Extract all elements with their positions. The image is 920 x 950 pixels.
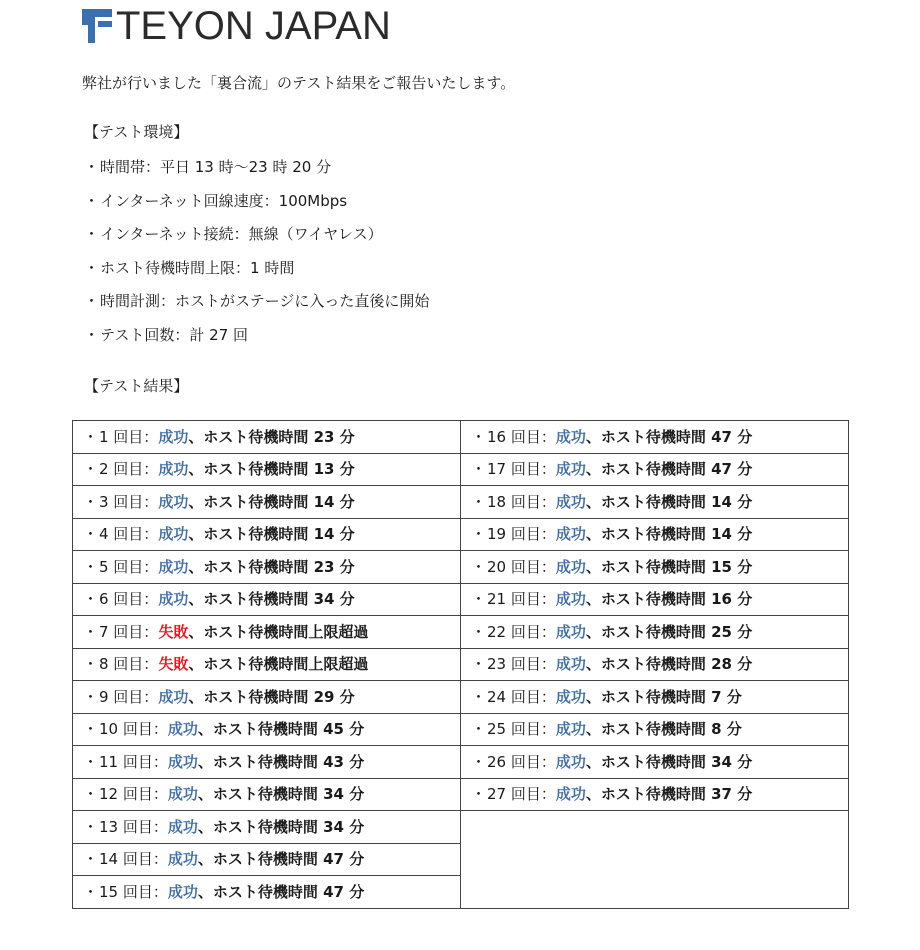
result-label: 14 回目： <box>99 850 168 869</box>
company-logo <box>82 6 391 46</box>
bullet: ・ <box>83 427 99 446</box>
result-status: 失敗 <box>158 622 189 641</box>
result-status: 成功 <box>167 850 198 869</box>
result-status: 成功 <box>555 492 586 511</box>
result-cell <box>461 681 849 714</box>
env-list <box>84 156 429 357</box>
result-detail: 、ホスト待機時間 <box>585 492 712 511</box>
result-status: 成功 <box>167 817 198 836</box>
result-detail: 、ホスト待機時間 <box>188 557 314 576</box>
result-label: 6 回目： <box>99 590 159 609</box>
result-status: 成功 <box>555 460 586 479</box>
env-item <box>84 290 429 324</box>
bullet: ・ <box>83 882 99 901</box>
result-value: 43 分 <box>323 752 365 771</box>
result-label: 21 回目： <box>487 590 556 609</box>
result-label: 22 回目： <box>487 622 556 641</box>
result-detail: 、ホスト待機時間 <box>197 817 324 836</box>
result-cell <box>461 778 849 811</box>
result-cell <box>73 616 461 649</box>
result-detail: 、ホスト待機時間 <box>197 720 324 739</box>
bullet: ・ <box>471 622 487 641</box>
result-value: 13 分 <box>313 460 355 479</box>
result-cell <box>461 616 849 649</box>
result-label: 17 回目： <box>487 460 556 479</box>
result-label: 1 回目： <box>99 427 159 446</box>
result-label: 2 回目： <box>99 460 159 479</box>
env-item-text: テスト回数：計 27 回 <box>100 325 249 344</box>
result-label: 4 回目： <box>99 525 159 544</box>
table-row <box>73 616 849 649</box>
result-label: 16 回目： <box>487 427 556 446</box>
result-cell <box>73 778 461 811</box>
env-item <box>84 223 429 257</box>
result-cell <box>73 421 461 454</box>
bullet: ・ <box>83 687 99 706</box>
bullet: ・ <box>83 752 99 771</box>
bullet: ・ <box>471 460 487 479</box>
bullet: ・ <box>471 525 487 544</box>
result-label: 19 回目： <box>487 525 556 544</box>
result-label: 5 回目： <box>99 557 159 576</box>
table-row <box>73 551 849 584</box>
result-status: 成功 <box>555 590 586 609</box>
bullet: ・ <box>84 258 100 277</box>
result-value: 29 分 <box>313 687 355 706</box>
result-cell <box>73 746 461 779</box>
result-value: 47 分 <box>711 427 753 446</box>
result-status: 成功 <box>158 460 189 479</box>
result-cell <box>73 876 461 909</box>
table-row <box>73 746 849 779</box>
result-label: 7 回目： <box>99 622 159 641</box>
env-item-text: ホスト待機時間上限：1 時間 <box>100 258 295 277</box>
results-table <box>72 420 849 909</box>
result-value: 14 分 <box>711 525 753 544</box>
result-detail: 、ホスト待機時間 <box>585 785 712 804</box>
result-label: 20 回目： <box>487 557 556 576</box>
result-label: 11 回目： <box>99 752 168 771</box>
result-cell <box>461 486 849 519</box>
env-item-text: 時間計測：ホストがステージに入った直後に開始 <box>100 292 430 310</box>
result-cell <box>461 648 849 681</box>
result-value: 8 分 <box>711 720 742 739</box>
result-value: 15 分 <box>711 557 753 576</box>
result-value: 14 分 <box>313 525 355 544</box>
result-detail: 、ホスト待機時間 <box>188 590 314 609</box>
env-item-text: 時間帯：平日 13 時～23 時 20 分 <box>100 158 332 176</box>
result-value: 34 分 <box>313 590 355 609</box>
bullet: ・ <box>471 492 487 511</box>
bullet: ・ <box>83 622 99 641</box>
env-item-text: インターネット接続：無線（ワイヤレス） <box>100 225 383 243</box>
bullet: ・ <box>83 720 99 739</box>
table-row <box>73 518 849 551</box>
result-label: 3 回目： <box>99 492 159 511</box>
result-value: 7 分 <box>711 687 742 706</box>
result-cell <box>461 713 849 746</box>
bullet: ・ <box>83 817 99 836</box>
env-item <box>84 324 429 358</box>
bullet: ・ <box>83 460 99 479</box>
result-label: 27 回目： <box>487 785 556 804</box>
result-status: 失敗 <box>158 655 189 674</box>
result-status: 成功 <box>167 720 198 739</box>
bullet: ・ <box>83 850 99 869</box>
result-status: 成功 <box>555 655 586 674</box>
bullet: ・ <box>471 752 487 771</box>
result-label: 25 回目： <box>487 720 556 739</box>
bullet: ・ <box>83 590 99 609</box>
result-detail: 、ホスト待機時間 <box>585 427 712 446</box>
result-cell <box>73 551 461 584</box>
result-status: 成功 <box>167 882 198 901</box>
result-cell <box>461 453 849 486</box>
result-detail: 、ホスト待機時間 <box>197 882 324 901</box>
result-detail: 、ホスト待機時間 <box>197 850 324 869</box>
result-detail: 、ホスト待機時間上限超過 <box>188 655 369 674</box>
table-row <box>73 453 849 486</box>
table-row <box>73 648 849 681</box>
result-status: 成功 <box>158 687 189 706</box>
bullet: ・ <box>84 191 100 210</box>
bullet: ・ <box>84 158 100 176</box>
result-cell <box>461 746 849 779</box>
result-detail: 、ホスト待機時間 <box>188 687 314 706</box>
result-status: 成功 <box>167 752 198 771</box>
result-value: 25 分 <box>711 622 753 641</box>
result-value: 23 分 <box>313 427 355 446</box>
result-label: 26 回目： <box>487 752 556 771</box>
bullet: ・ <box>83 655 99 674</box>
env-item <box>84 257 429 291</box>
result-cell <box>73 811 461 844</box>
result-status: 成功 <box>555 720 586 739</box>
result-status: 成功 <box>158 590 189 609</box>
result-label: 10 回目： <box>99 720 168 739</box>
result-detail: 、ホスト待機時間 <box>585 460 712 479</box>
result-cell <box>73 453 461 486</box>
result-cell <box>73 583 461 616</box>
result-detail: 、ホスト待機時間 <box>188 460 314 479</box>
result-value: 34 分 <box>323 817 365 836</box>
result-status: 成功 <box>555 785 586 804</box>
result-detail: 、ホスト待機時間 <box>585 655 712 674</box>
bullet: ・ <box>83 785 99 804</box>
table-row <box>73 421 849 454</box>
env-section-title: 【テスト環境】 <box>84 123 189 141</box>
result-detail: 、ホスト待機時間 <box>585 622 712 641</box>
bullet: ・ <box>471 427 487 446</box>
bullet: ・ <box>471 590 487 609</box>
result-detail: 、ホスト待機時間 <box>585 687 712 706</box>
result-label: 12 回目： <box>99 785 168 804</box>
table-row <box>73 681 849 714</box>
result-value: 34 分 <box>711 752 753 771</box>
table-row <box>73 713 849 746</box>
result-cell <box>461 518 849 551</box>
result-value: 45 分 <box>323 720 365 739</box>
result-value: 37 分 <box>711 785 753 804</box>
env-item-text: インターネット回線速度：100Mbps <box>100 191 348 210</box>
result-detail: 、ホスト待機時間 <box>585 590 712 609</box>
result-status: 成功 <box>555 687 586 706</box>
result-cell <box>73 486 461 519</box>
result-detail: 、ホスト待機時間 <box>197 785 324 804</box>
result-label: 13 回目： <box>99 817 168 836</box>
bullet: ・ <box>471 557 487 576</box>
result-label: 23 回目： <box>487 655 556 674</box>
bullet: ・ <box>83 557 99 576</box>
bullet: ・ <box>83 492 99 511</box>
result-status: 成功 <box>555 752 586 771</box>
result-detail: 、ホスト待機時間 <box>188 492 314 511</box>
table-row <box>73 486 849 519</box>
empty-cell <box>461 811 849 909</box>
intro-text: 弊社が行いました「裏合流」のテスト結果をご報告いたします。 <box>82 74 516 92</box>
result-value: 34 分 <box>323 785 365 804</box>
logo-mark-icon <box>82 9 112 43</box>
result-cell <box>73 713 461 746</box>
result-detail: 、ホスト待機時間 <box>585 525 712 544</box>
bullet: ・ <box>83 525 99 544</box>
result-status: 成功 <box>555 525 586 544</box>
table-row <box>73 811 849 844</box>
result-status: 成功 <box>158 427 189 446</box>
logo-text: TEYON JAPAN <box>116 4 391 48</box>
result-status: 成功 <box>158 525 189 544</box>
bullet: ・ <box>471 687 487 706</box>
result-cell <box>461 583 849 616</box>
results-section-title: 【テスト結果】 <box>84 377 189 395</box>
result-status: 成功 <box>167 785 198 804</box>
result-value: 28 分 <box>711 655 753 674</box>
result-detail: 、ホスト待機時間 <box>197 752 324 771</box>
result-cell <box>73 518 461 551</box>
result-value: 47 分 <box>711 460 753 479</box>
env-item <box>84 156 429 190</box>
result-status: 成功 <box>158 557 189 576</box>
result-label: 9 回目： <box>99 687 159 706</box>
result-status: 成功 <box>555 557 586 576</box>
table-row <box>73 778 849 811</box>
result-value: 47 分 <box>323 850 365 869</box>
bullet: ・ <box>471 720 487 739</box>
result-status: 成功 <box>555 427 586 446</box>
result-label: 8 回目： <box>99 655 159 674</box>
result-value: 14 分 <box>711 492 753 511</box>
result-value: 23 分 <box>313 557 355 576</box>
bullet: ・ <box>471 655 487 674</box>
result-detail: 、ホスト待機時間 <box>585 557 712 576</box>
result-cell <box>461 421 849 454</box>
bullet: ・ <box>471 785 487 804</box>
result-label: 15 回目： <box>99 882 168 901</box>
result-value: 47 分 <box>323 882 365 901</box>
result-cell <box>461 551 849 584</box>
result-value: 14 分 <box>313 492 355 511</box>
bullet: ・ <box>84 325 100 344</box>
result-label: 18 回目： <box>487 492 556 511</box>
result-detail: 、ホスト待機時間上限超過 <box>188 622 369 641</box>
result-value: 16 分 <box>711 590 753 609</box>
result-detail: 、ホスト待機時間 <box>188 427 314 446</box>
result-status: 成功 <box>158 492 189 511</box>
bullet: ・ <box>84 225 100 243</box>
result-detail: 、ホスト待機時間 <box>188 525 314 544</box>
bullet: ・ <box>84 292 100 310</box>
result-status: 成功 <box>555 622 586 641</box>
result-cell <box>73 843 461 876</box>
result-cell <box>73 681 461 714</box>
result-cell <box>73 648 461 681</box>
result-label: 24 回目： <box>487 687 556 706</box>
table-row <box>73 583 849 616</box>
result-detail: 、ホスト待機時間 <box>585 720 712 739</box>
result-detail: 、ホスト待機時間 <box>585 752 712 771</box>
env-item <box>84 190 429 224</box>
